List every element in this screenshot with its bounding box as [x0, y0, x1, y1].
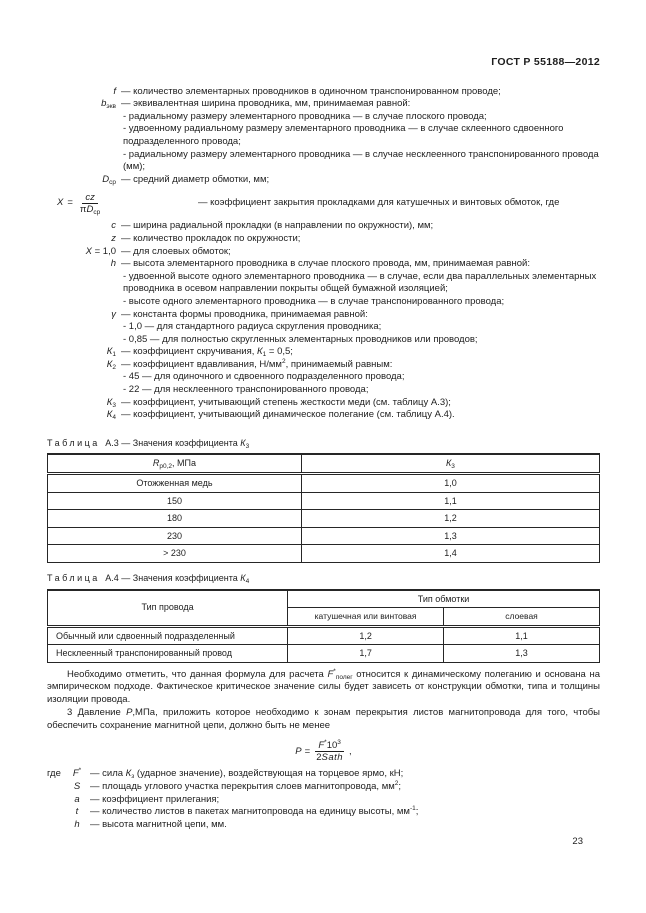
cell: 1,7: [288, 645, 444, 663]
cell: Отожженная медь: [48, 474, 302, 493]
note-paragraph: Необходимо отметить, что данная формула для расчета $F^*_{полег}$ относится к динамическому полеганию и основана на эмпирическом подходе. Фактическое критическое значение силы будет зависеть от конструкции обмотки, типа и толщины изоляции провода.: [47, 667, 600, 705]
table-a3: [47, 453, 600, 563]
definition-line-k3: [47, 397, 600, 410]
cell: 150: [48, 492, 302, 510]
symbol: F*: [72, 767, 82, 780]
where-text: — количество листов в пакетах магнитопровода на единицу высоты, $мм^{-1}$;: [90, 805, 419, 818]
definition-bullet: - 0,85 — для полностью скругленных элементарных проводников или проводов;: [123, 333, 478, 345]
symbol: h: [110, 258, 116, 270]
symbol: $К_2$: [106, 358, 116, 371]
where-line-t: [47, 806, 600, 819]
symbol: S: [73, 781, 81, 793]
symbol: a: [74, 793, 80, 805]
cell: 1,4: [301, 545, 599, 563]
cell: 1,1: [444, 626, 600, 645]
where-line-a: [47, 794, 600, 807]
definition-bullet: - радиальному размеру элементарного проводника — в случае несклеенного транспонированного провода (мм);: [123, 148, 599, 173]
cell: 1,3: [301, 527, 599, 545]
cell: 1,0: [301, 474, 599, 493]
table-a4: [47, 589, 600, 663]
definition-line-k4: [47, 409, 600, 422]
definition-line-f: [47, 86, 600, 99]
col-header-k3: $К_3$: [301, 454, 599, 473]
symbol: h: [74, 818, 80, 830]
symbol: t: [75, 806, 79, 818]
col-header-wire-type: Тип провода: [48, 590, 288, 627]
cell: 1,1: [301, 492, 599, 510]
closure-factor-formula-line: [47, 187, 600, 219]
definition-bullet: - удвоенному радиальному размеру элементарного проводника — в случае склеенного сдвоенного подразделенного провода;: [123, 123, 564, 147]
definition-bullet: - радиальному размеру элементарного проводника — в случае плоского провода;: [123, 110, 487, 122]
definition-bullet: - 1,0 — для стандартного радиуса скругления проводника;: [123, 321, 382, 333]
col-header-layer: слоевая: [444, 608, 600, 627]
definition-text: — коэффициент, учитывающий динамическое полегание (см. таблицу А.4).: [121, 409, 455, 421]
definition-text: — количество прокладок по окружности;: [121, 232, 301, 244]
cell: 1,2: [288, 626, 444, 645]
pressure-formula: P = $\frac{F^*10^3}{\text{2Sath}}$ ,: [295, 739, 352, 764]
symbol: $К_4$: [106, 409, 116, 422]
definition-text: — коэффициент скручивания, $К_1 = 0,5$;: [121, 346, 293, 359]
table-a3-caption: Таблица А.3 — Значения коэффициента $К_3$: [47, 437, 250, 450]
col-header-winding-type: Тип обмотки: [288, 590, 600, 608]
definition-line-k1: [47, 346, 600, 359]
symbol: $b_{экв}$: [101, 98, 116, 111]
cell: 1,2: [301, 510, 599, 528]
definition-bullet: - удвоенной высоте одного элементарного проводника — в случае, если два параллельных элементарных проводника в осевом направлении покрыты общей бумажной изоляцией;: [123, 270, 597, 295]
col-header-coil-or-helical: катушечная или винтовая: [288, 608, 444, 627]
symbol: γ: [111, 308, 116, 320]
table-a4-header-row1: [48, 590, 600, 608]
definition-text: — для слоевых обмоток;: [121, 245, 231, 257]
symbol: X = 1,0: [85, 245, 116, 257]
table-a4-caption: Таблица А.4 — Значения коэффициента $К_4$: [47, 573, 250, 585]
cell: Обычный или сдвоенный подразделенный: [48, 626, 288, 645]
pressure-paragraph: 3 Давление P,МПа, приложить которое необходимо к зонам перекрытия листов магнитопровода для того, чтобы обеспечить сохранение магнитной цепи, должно быть не менее: [47, 707, 600, 731]
symbol: f: [113, 85, 116, 97]
where-list: [47, 768, 600, 831]
symbol: z: [111, 232, 116, 244]
definition-line-k2: [47, 359, 600, 372]
table-row: [48, 527, 600, 545]
table-row: [48, 492, 600, 510]
definition-text: — коэффициент вдавливания, $Н/мм^2$, принимаемый равным:: [121, 357, 393, 370]
table-row: [48, 626, 600, 645]
definition-text: — коэффициент, учитывающий степень жесткости меди (см. таблицу А.3);: [121, 396, 451, 408]
where-line-f: где F* — сила $К_з$ (ударное значение), воздействующая на торцевое ярмо, кН;: [47, 768, 600, 781]
where-line-h: [47, 819, 600, 832]
where-text: — высота магнитной цепи, мм.: [90, 818, 227, 830]
where-text: — сила $К_з$ (ударное значение), воздействующая на торцевое ярмо, кН;: [90, 768, 404, 781]
definition-text: — константа формы проводника, принимаемая равной:: [121, 308, 368, 320]
definition-text: — средний диаметр обмотки, мм;: [121, 173, 270, 185]
col-header-rp02: $R_{р0,2}$, МПа: [48, 454, 302, 473]
definition-line-x-layer: [47, 246, 600, 259]
document-header: [47, 56, 600, 69]
symbol: c: [111, 220, 116, 232]
definitions-list: [47, 86, 600, 422]
formula-x: X = $\frac{cz}{\pi D_{ср}}$: [47, 192, 193, 215]
definition-line-d-sr: [47, 174, 600, 187]
definition-line-h: [47, 258, 600, 271]
cell: Несклеенный транспонированный провод: [48, 645, 288, 663]
page-number: 23: [572, 836, 583, 847]
table-row: [48, 645, 600, 663]
definition-line-b-ekv: [47, 98, 600, 111]
where-text: — площадь углового участка перекрытия слоев магнитопровода, $мм^2$;: [90, 780, 402, 793]
symbol: $К_3$: [106, 396, 116, 409]
table-row: [48, 510, 600, 528]
cell: 1,3: [444, 645, 600, 663]
page-content: [47, 0, 600, 831]
symbol: $К_1$: [106, 346, 116, 359]
where-text: — коэффициент прилегания;: [90, 793, 220, 805]
definition-bullet: - 45 — для одиночного и сдвоенного подразделенного провода;: [123, 371, 405, 383]
where-line-s: [47, 781, 600, 794]
table-a3-header-row: [48, 454, 600, 473]
fraction: $\frac{F^*10^3}{\text{2Sath}}$: [316, 739, 344, 764]
table-row: [48, 545, 600, 563]
fraction: $\frac{cz}{\pi D_{ср}}$: [79, 191, 101, 216]
definition-text: — коэффициент закрытия прокладками для катушечных и винтовых обмоток, где: [198, 197, 560, 209]
definition-text: — ширина радиальной прокладки (в направлении по окружности), мм;: [121, 220, 434, 232]
definition-text: — высота элементарного проводника в случае плоского провода, мм, принимаемая равной:: [121, 258, 530, 270]
cell: 180: [48, 510, 302, 528]
cell: 230: [48, 527, 302, 545]
definition-bullet: - высоте одного элементарного проводника — в случае транспонированного провода;: [123, 295, 505, 307]
definition-line-c: [47, 220, 600, 233]
standard-number: ГОСТ Р 55188—2012: [491, 56, 600, 68]
definition-text: — эквивалентная ширина проводника, мм, принимаемая равной:: [121, 98, 411, 110]
definition-line-z: [47, 233, 600, 246]
definition-text: — количество элементарных проводников в одиночном транспонированном проводе;: [121, 85, 501, 97]
definition-bullet: - 22 — для несклеенного транспонированного провода;: [123, 384, 369, 396]
definition-line-gamma: [47, 309, 600, 322]
table-row: [48, 474, 600, 493]
cell: > 230: [48, 545, 302, 563]
symbol: $D_{ср}$: [102, 173, 116, 186]
